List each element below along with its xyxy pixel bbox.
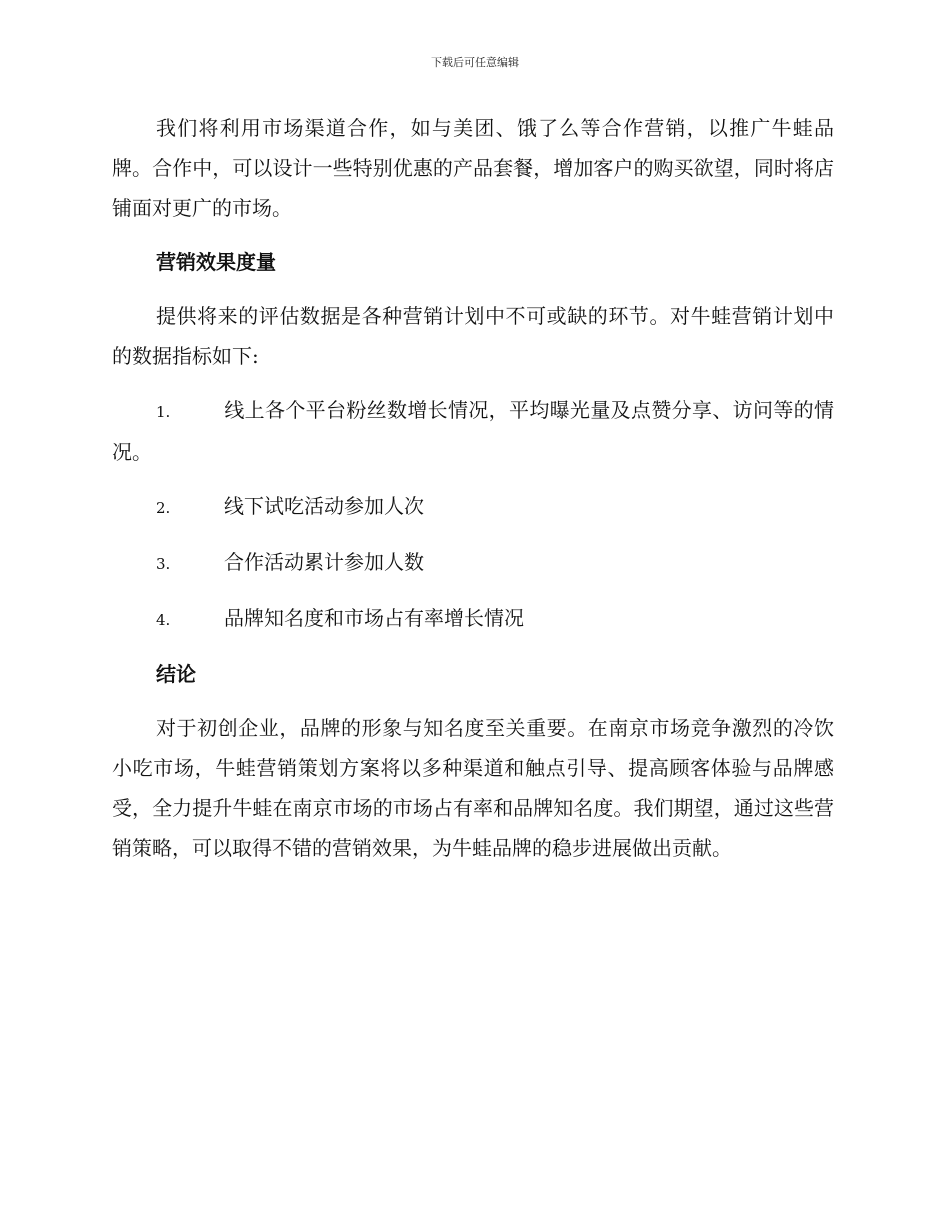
list-item-number: 4.: [156, 611, 171, 629]
section-heading-measurement: 营销效果度量: [156, 250, 276, 274]
page-header: 下载后可任意编辑: [431, 56, 519, 69]
list-item: [112, 598, 834, 640]
list-item-text: 线上各个平台粉丝数增长情况，平均曝光量及点赞分享、访问等的情况。: [112, 398, 834, 464]
list-item-text: 线下试吃活动参加人次: [224, 494, 424, 518]
list-item-text: 品牌知名度和市场占有率增长情况: [224, 606, 524, 630]
document-body: [112, 108, 834, 868]
conclusion-paragraph: 对于初创企业，品牌的形象与知名度至关重要。在南京市场竞争激烈的冷饮小吃市场，牛蛙营销策划方案将以多种渠道和触点引导、提高顾客体验与品牌感受，全力提升牛蛙在南京市场的市场占有率和品牌知名度。我们期望，通过这些营销策略，可以取得不错的营销效果，为牛蛙品牌的稳步进展做出贡献。: [112, 716, 834, 860]
list-item-number: 1.: [156, 403, 171, 421]
list-item-number: 3.: [156, 555, 171, 573]
list-item-number: 2.: [156, 499, 171, 517]
measurement-paragraph: 提供将来的评估数据是各种营销计划中不可或缺的环节。对牛蛙营销计划中的数据指标如下:: [112, 304, 834, 368]
list-item: [112, 542, 834, 584]
list-item-text: 合作活动累计参加人数: [224, 550, 424, 574]
list-item: [112, 486, 834, 528]
section-heading-conclusion: 结论: [156, 662, 196, 686]
list-item: [112, 390, 834, 472]
intro-paragraph: 我们将利用市场渠道合作，如与美团、饿了么等合作营销，以推广牛蛙品牌。合作中，可以设计一些特别优惠的产品套餐，增加客户的购买欲望，同时将店铺面对更广的市场。: [112, 116, 834, 220]
